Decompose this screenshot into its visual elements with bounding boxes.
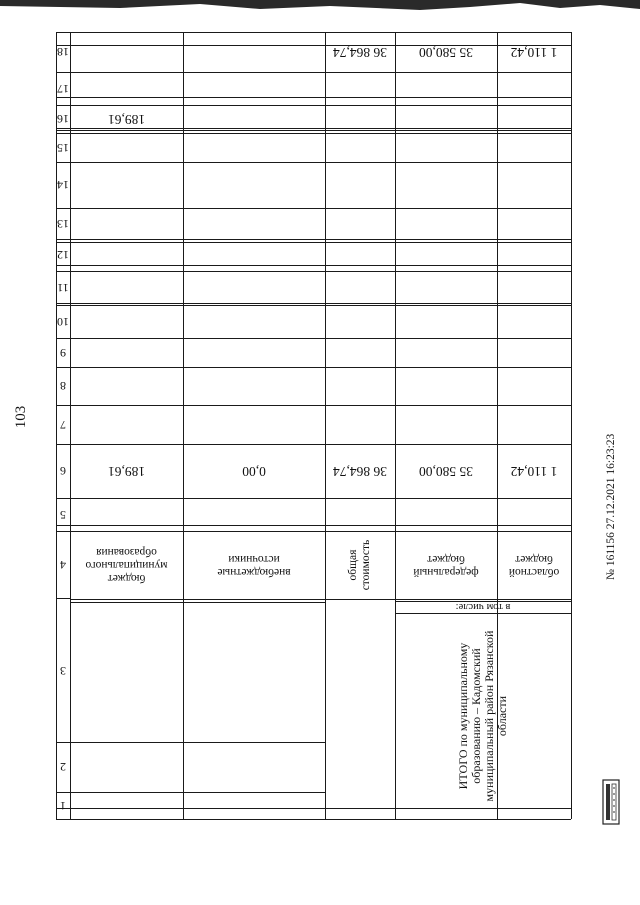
value-cell: 36 864,74 <box>333 464 387 479</box>
value-cell: 35 580,00 <box>419 45 473 60</box>
value-cell: 0,00 <box>242 464 266 479</box>
total-label: ИТОГО по муниципальному образованию – Кадомский муниципальный район Рязанской области <box>456 630 509 802</box>
col-number: 12 <box>57 248 69 263</box>
in-that-number-label: в том числе: <box>455 601 511 613</box>
col-number: 8 <box>60 379 66 394</box>
col-number: 16 <box>57 112 69 127</box>
row-label: областной бюджет <box>508 553 560 578</box>
value-cell: 1 110,42 <box>510 464 558 479</box>
value-cell: 36 864,74 <box>333 45 387 60</box>
value-cell: 189,61 <box>107 112 146 127</box>
col-number: 14 <box>57 178 69 193</box>
col-number: 4 <box>60 558 66 573</box>
col-number: 10 <box>57 315 69 329</box>
row-label: общая стоимость <box>347 539 372 591</box>
value-cell: 1 110,42 <box>510 45 558 60</box>
value-cell: 189,61 <box>107 464 146 479</box>
col-number: 13 <box>57 217 69 231</box>
scan-edge <box>0 0 640 14</box>
col-number: 18 <box>57 45 69 60</box>
col-number: 7 <box>60 418 66 432</box>
row-label: внебюджетные источники <box>217 553 291 578</box>
col-number: 6 <box>60 464 66 479</box>
budget-table <box>56 32 571 819</box>
col-number: 5 <box>60 508 66 522</box>
emblem-icon <box>600 778 622 826</box>
col-number: 17 <box>57 82 69 96</box>
row-label: федеральный бюджет <box>413 553 479 578</box>
page-number: 103 <box>13 405 29 429</box>
col-number: 2 <box>60 760 66 775</box>
col-number: 11 <box>57 281 69 296</box>
col-number: 15 <box>57 141 69 155</box>
col-number: 3 <box>60 664 66 678</box>
registration-stamp: № 161156 27.12.2021 16:23:23 <box>605 433 617 580</box>
row-label: бюджет муниципального образования <box>85 546 168 585</box>
col-number: 1 <box>60 799 66 813</box>
value-cell: 35 580,00 <box>419 464 473 479</box>
col-number: 9 <box>60 346 66 360</box>
